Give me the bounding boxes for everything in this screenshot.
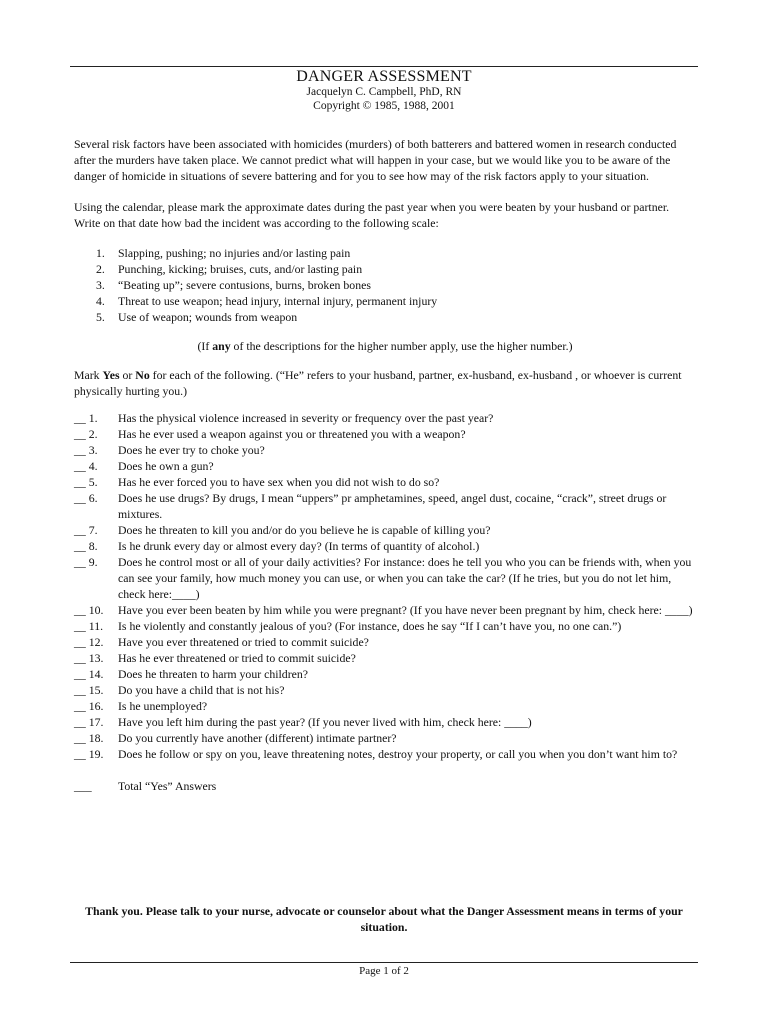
total-yes-row (74, 778, 696, 794)
answer-blank[interactable]: __ 15. (74, 683, 104, 697)
question-item: __ 16. Is he unemployed? (74, 699, 208, 713)
mark-instruction: Mark Yes or No for each of the following. (“He” refers to your husband, partner, ex-husband, ex-husband , or whoever is current physically hurting you.) (74, 368, 682, 398)
question-item: __ 1. Has the physical violence increased in severity or frequency over the past year? (74, 411, 494, 425)
question-item: __ 4. Does he own a gun? (74, 459, 214, 473)
question-item: __ 13. Has he ever threatened or tried to commit suicide? (74, 651, 356, 665)
thank-you-note: Thank you. Please talk to your nurse, advocate or counselor about what the Danger Assessment means in terms of your situation. (85, 904, 683, 934)
top-rule (70, 66, 698, 67)
answer-blank[interactable]: __ 9. (74, 555, 98, 569)
question-item: __ 12. Have you ever threatened or tried to commit suicide? (74, 635, 369, 649)
bottom-rule (70, 962, 698, 963)
answer-blank[interactable]: __ 2. (74, 427, 98, 441)
answer-blank[interactable]: __ 6. (74, 491, 98, 505)
intro-paragraph: Several risk factors have been associated with homicides (murders) of both batterers and battered women in research conducted after the murders have taken place. We cannot predict what will happen in your case, but we would like you to be aware of the danger of homicide in situations of severe battering and for you to see how may of the risk factors apply to your situation. (74, 137, 677, 183)
document-body (74, 136, 696, 794)
question-list (74, 410, 696, 762)
copyright-line: Copyright © 1985, 1988, 2001 (313, 100, 455, 112)
answer-blank[interactable]: __ 14. (74, 667, 104, 681)
document-header (70, 68, 698, 113)
document-title: DANGER ASSESSMENT (296, 68, 472, 85)
author-line: Jacquelyn C. Campbell, PhD, RN (306, 86, 462, 98)
question-item: __ 15. Do you have a child that is not his? (74, 683, 285, 697)
question-item: __ 2. Has he ever used a weapon against you or threatened you with a weapon? (74, 427, 466, 441)
scale-item: 1. Slapping, pushing; no injuries and/or lasting pain (96, 246, 351, 260)
answer-blank[interactable]: __ 5. (74, 475, 98, 489)
answer-blank[interactable]: __ 7. (74, 523, 98, 537)
question-item: __ 18. Do you currently have another (different) intimate partner? (74, 731, 397, 745)
scale-item: 5. Use of weapon; wounds from weapon (96, 310, 298, 324)
answer-blank[interactable]: __ 18. (74, 731, 104, 745)
answer-blank[interactable]: __ 10. (74, 603, 104, 617)
question-item: __ 10. Have you ever been beaten by him while you were pregnant? (If you have never been pregnant by him, check here: ____) (74, 603, 693, 617)
question-item: __ 17. Have you left him during the past year? (If you never lived with him, check here: ____) (74, 715, 532, 729)
answer-blank[interactable]: __ 4. (74, 459, 98, 473)
answer-blank[interactable]: __ 11. (74, 619, 104, 633)
answer-blank[interactable]: __ 19. (74, 747, 104, 761)
scale-item: 3. “Beating up”; severe contusions, burns, broken bones (96, 278, 371, 292)
answer-blank[interactable]: __ 17. (74, 715, 104, 729)
question-item: __ 7. Does he threaten to kill you and/or do you believe he is capable of killing you? (74, 523, 491, 537)
answer-blank[interactable]: __ 3. (74, 443, 98, 457)
answer-blank[interactable]: __ 12. (74, 635, 104, 649)
answer-blank[interactable]: __ 16. (74, 699, 104, 713)
total-label: Total “Yes” Answers (118, 779, 217, 793)
question-item: __ 19. Does he follow or spy on you, leave threatening notes, destroy your property, or call you when you don’t want him to? (74, 747, 678, 761)
question-item: __ 9. Does he control most or all of your daily activities? For instance: does he tell you who you can be friends with, when you can see your family, how much money you can use, or when you can take the car? (If he tries, but you do not let him, check here:____) (74, 555, 692, 601)
question-item: __ 6. Does he use drugs? By drugs, I mean “uppers” pr amphetamines, speed, angel dust, cocaine, “crack”, street drugs or mixtures. (74, 491, 667, 521)
calendar-instructions: Using the calendar, please mark the approximate dates during the past year when you were beaten by your husband or partner. Write on that date how bad the incident was according to the following scale: (74, 200, 670, 230)
scale-item: 4. Threat to use weapon; head injury, internal injury, permanent injury (96, 294, 438, 308)
answer-blank[interactable]: __ 8. (74, 539, 98, 553)
total-blank[interactable]: ___ (74, 779, 92, 793)
answer-blank[interactable]: __ 1. (74, 411, 98, 425)
question-item: __ 11. Is he violently and constantly jealous of you? (For instance, does he say “If I can’t have you, no one can.”) (74, 619, 622, 633)
severity-scale (96, 245, 696, 325)
page-number: Page 1 of 2 (359, 965, 409, 977)
scale-item: 2. Punching, kicking; bruises, cuts, and/or lasting pain (96, 262, 363, 276)
question-item: __ 8. Is he drunk every day or almost every day? (In terms of quantity of alcohol.) (74, 539, 480, 553)
question-item: __ 5. Has he ever forced you to have sex when you did not wish to do so? (74, 475, 440, 489)
question-item: __ 14. Does he threaten to harm your children? (74, 667, 308, 681)
scale-note: (If any of the descriptions for the higher number apply, use the higher number.) (197, 339, 573, 353)
question-item: __ 3. Does he ever try to choke you? (74, 443, 265, 457)
answer-blank[interactable]: __ 13. (74, 651, 104, 665)
